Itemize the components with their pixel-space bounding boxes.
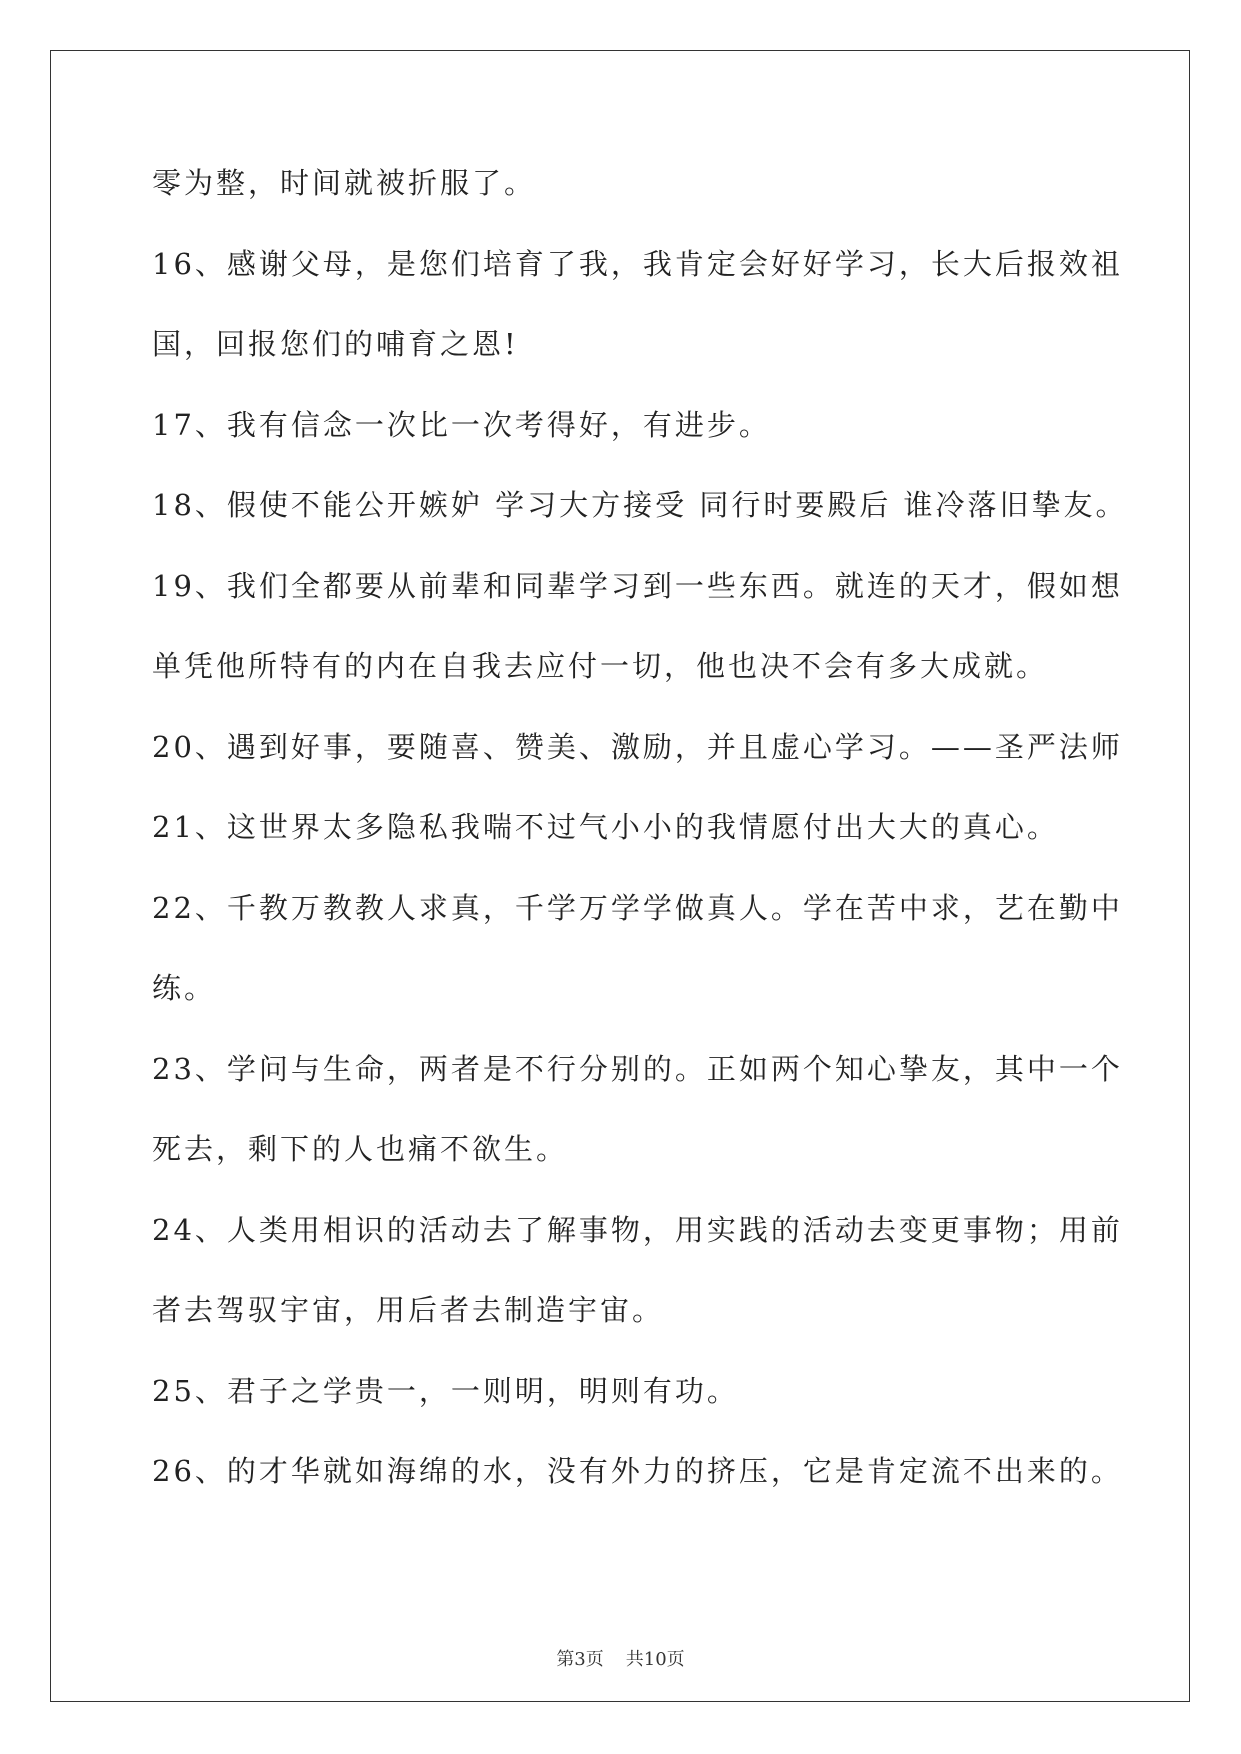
text-line: 26、的才华就如海绵的水，没有外力的挤压，它是肯定流不出来的。 <box>152 1454 1123 1488</box>
text-line: 死去，剩下的人也痛不欲生。 <box>152 1132 569 1166</box>
page-total: 共10页 <box>625 1649 685 1670</box>
text-line: 21、这世界太多隐私我喘不过气小小的我情愿付出大大的真心。 <box>152 810 1059 844</box>
text-line: 25、君子之学贵一，一则明，明则有功。 <box>152 1373 739 1408</box>
text-line: 16、感谢父母，是您们培育了我，我肯定会好好学习，长大后报效祖 <box>152 246 1123 281</box>
text-line: 22、千教万教教人求真，千学万学学做真人。学在苦中求，艺在勤中 <box>152 890 1123 925</box>
text-line: 17、我有信念一次比一次考得好，有进步。 <box>152 407 771 442</box>
page-number: 第3页 <box>556 1649 604 1670</box>
text-line: 者去驾驭宇宙，用后者去制造宇宙。 <box>152 1293 665 1327</box>
text-line: 练。 <box>152 971 217 1005</box>
text-line: 20、遇到好事，要随喜、赞美、激励，并且虚心学习。——圣严法师 <box>152 729 1123 764</box>
text-line: 19、我们全都要从前辈和同辈学习到一些东西。就连的天才，假如想 <box>152 568 1123 603</box>
page-footer <box>0 1648 1241 1672</box>
text-line: 18、假使不能公开嫉妒 学习大方接受 同行时要殿后 谁冷落旧挚友。 <box>152 488 1128 522</box>
text-line: 单凭他所特有的内在自我去应付一切，他也决不会有多大成就。 <box>152 649 1049 683</box>
document-body <box>152 163 1128 1532</box>
text-line: 23、学问与生命，两者是不行分别的。正如两个知心挚友，其中一个 <box>152 1051 1123 1086</box>
text-line: 国，回报您们的哺育之恩! <box>152 327 519 361</box>
text-line: 零为整，时间就被折服了。 <box>152 166 537 200</box>
text-line: 24、人类用相识的活动去了解事物，用实践的活动去变更事物；用前 <box>152 1212 1123 1247</box>
